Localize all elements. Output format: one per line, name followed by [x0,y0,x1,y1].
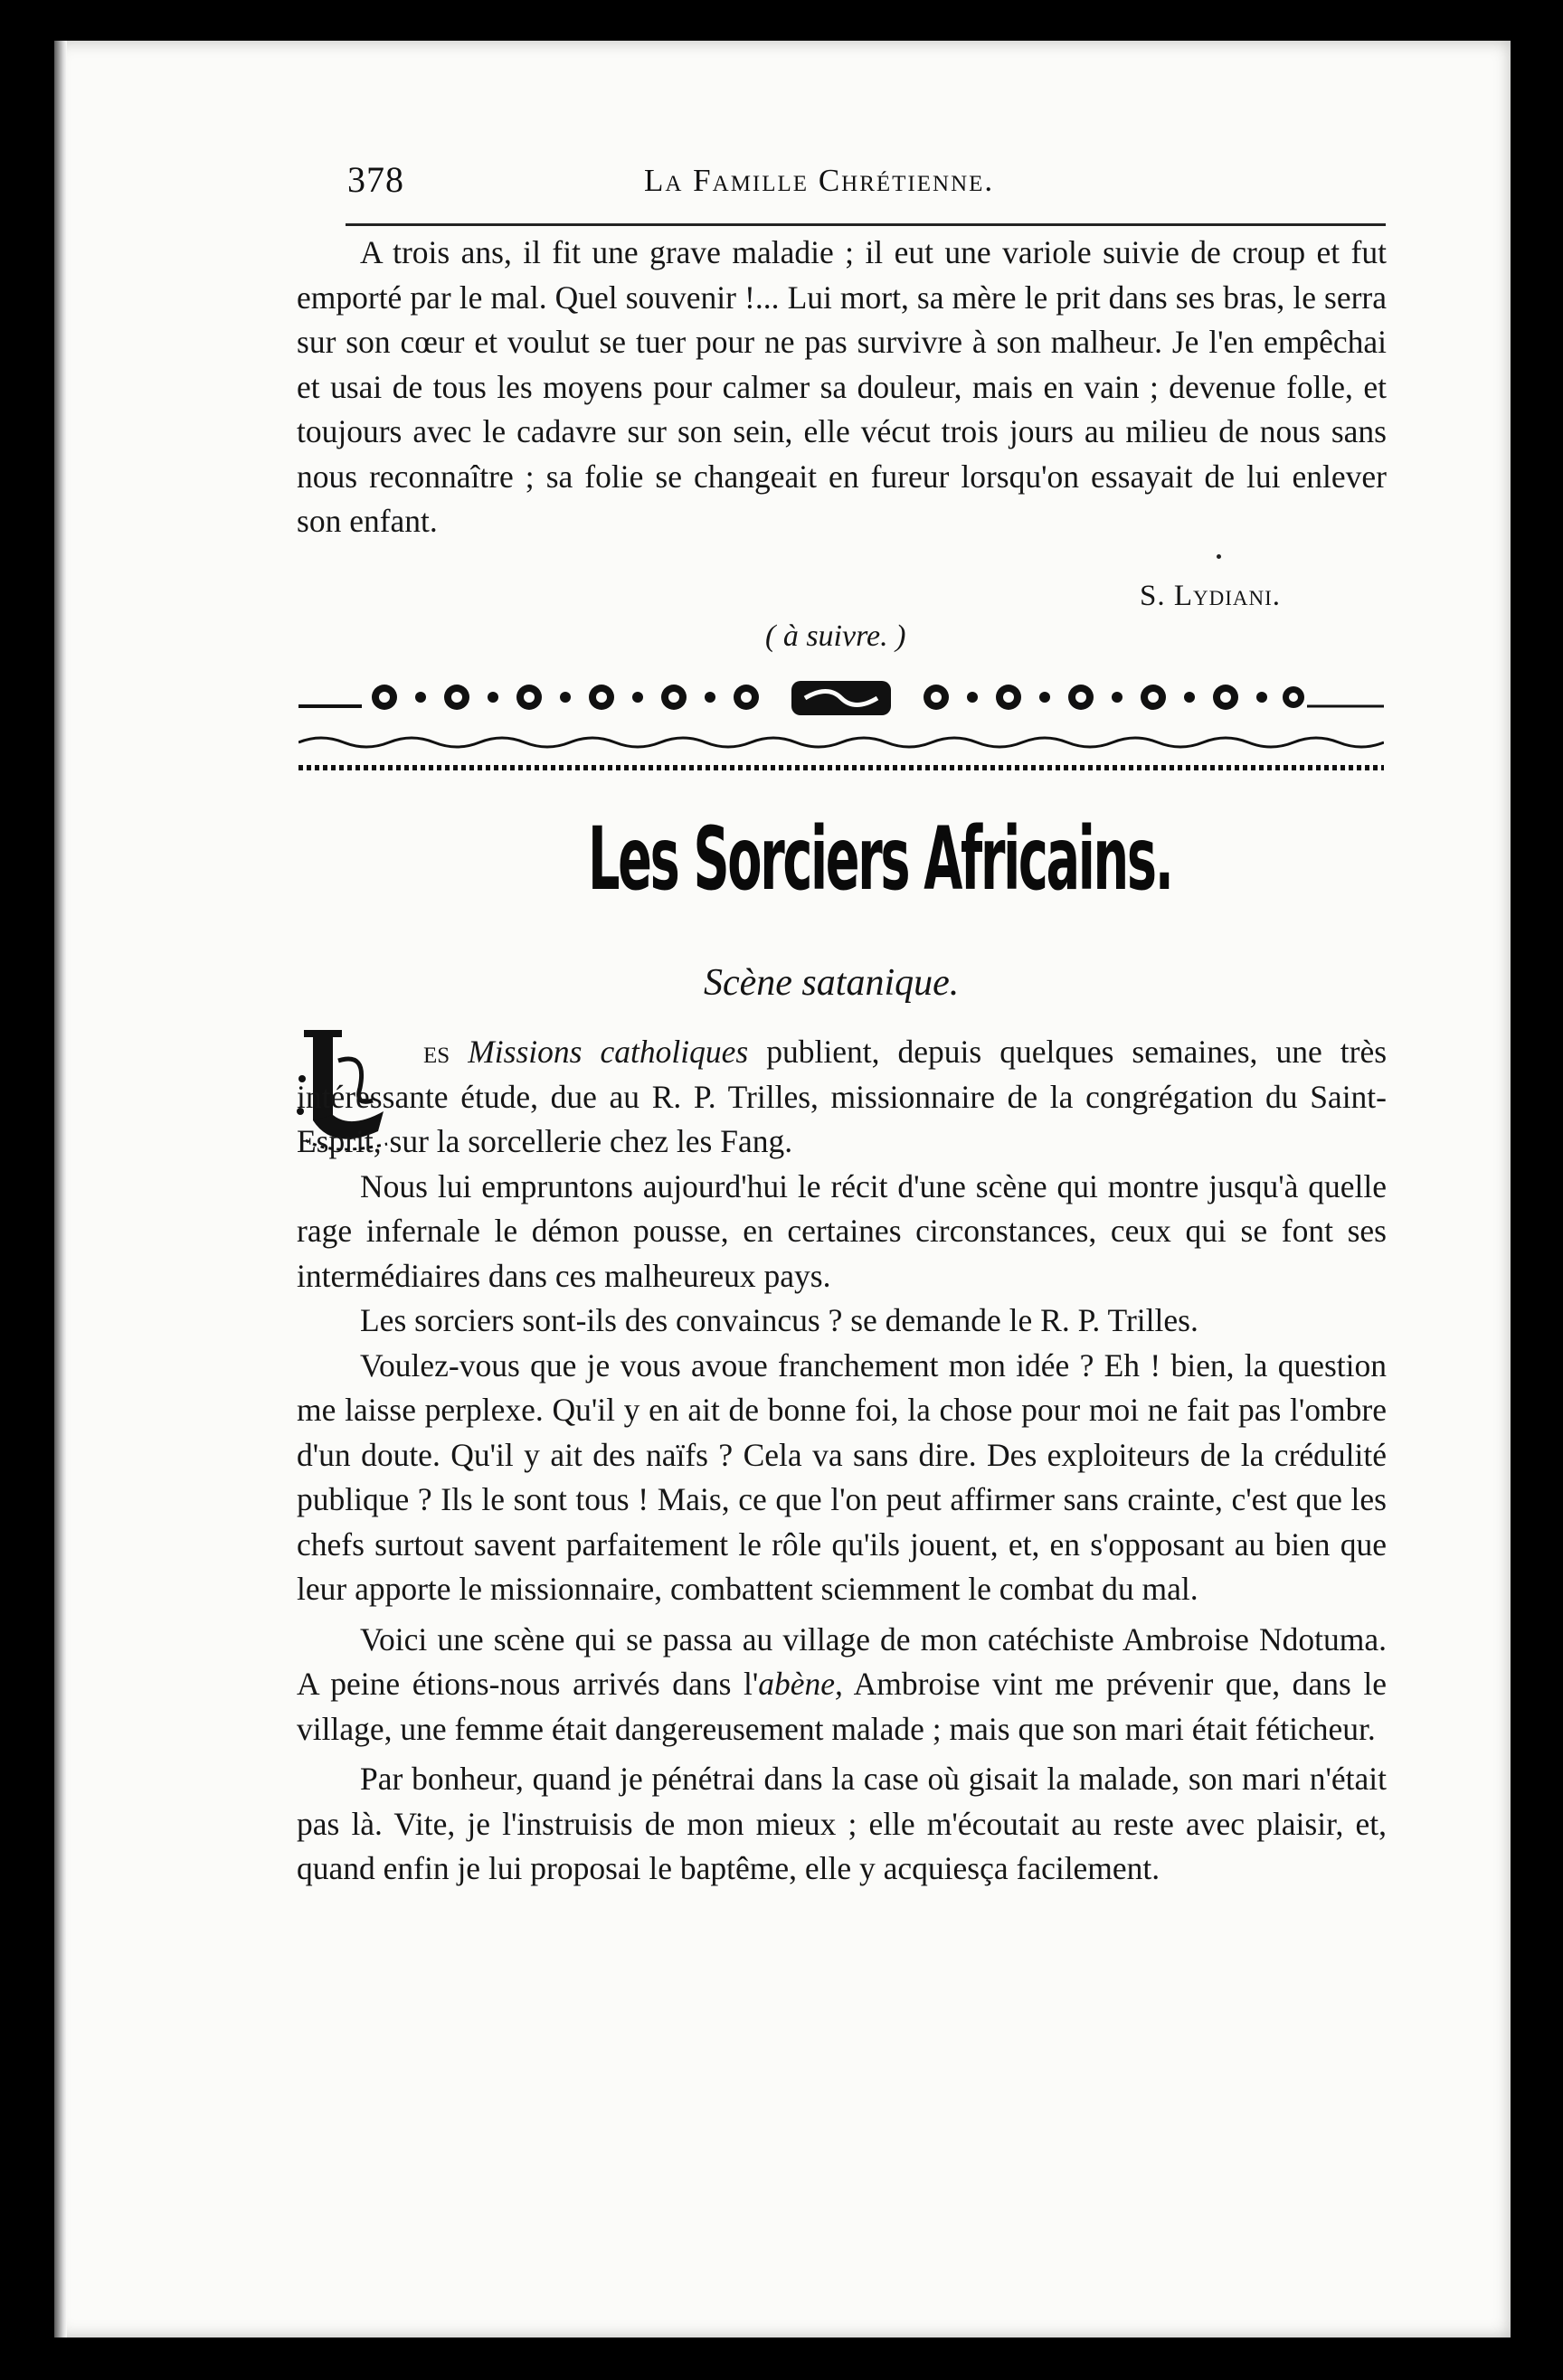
article-paragraph-5-start: Voici une scène qui se passa au village de mon catéchiste Ambroise Ndotuma. A peine étions-nous arrivés dans l' [297,1620,1387,1702]
page-header [291,122,1395,203]
publication-name: Missions catholiques [468,1034,749,1070]
page-binding-shadow [54,41,67,2338]
author-signature: S. Lydiani. [1140,580,1282,612]
drop-cap-continuation: es [423,1034,450,1070]
article-paragraph-5 [297,1618,1387,1752]
article-paragraph-5-end: Ambroise vint me prévenir que, dans le village, une femme était dangereusement malade ; mais que son mari était féticheur. [297,1666,1387,1747]
local-term: abène, [758,1666,843,1702]
ink-speck [1217,554,1221,559]
article-paragraph-3: Les sorciers sont-ils des convaincus ? se demande le R. P. Trilles. [360,1302,1198,1338]
book-page [54,41,1511,2338]
header-rule [346,223,1386,226]
article-subtitle: Scène satanique. [704,962,960,1004]
article-paragraph-1 [297,1030,1387,1165]
article-title: Les Sorciers Africains. [588,808,1172,910]
previous-article-text [297,231,1387,544]
to-be-continued-note: ( à suivre. ) [765,619,906,653]
article-paragraph-1-text: publient, depuis quelques semaines, une très intéressante étude, due au R. P. Trilles, missionnaire de la congrégation du Saint-Esprit, sur la sorcellerie chez les Fang. [297,1034,1388,1159]
article-paragraph-6: Par bonheur, quand je pénétrai dans la case où gisait la malade, son mari n'était pas là. Vite, je l'instruisis de mon mieux ; elle m'écoutait au reste avec plaisir, et, quand enfin je lui proposai le baptême, elle y acquiesça facilement. [297,1761,1387,1886]
article-body [297,1030,1387,1892]
page-number: 378 [347,159,404,200]
running-title: La Famille Chrétienne. [644,163,995,198]
article-paragraph-4: Voulez-vous que je vous avoue franchement mon idée ? Eh ! bien, la question me laisse perplexe. Qu'il y en ait de bonne foi, la chose pour moi ne fait pas l'ombre d'un doute. Qu'il y ait des naïfs ? Cela va sans dire. Des exploiteurs de la crédulité publique ? Ils le sont tous ! Mais, ce que l'on peut affirmer sans crainte, c'est que les chefs surtout savent parfaitement le rôle qu'ils jouent, et, en s'opposant au bien que leur apporte le missionnaire, combattent sciemment le combat du mal. [297,1346,1387,1607]
article-paragraph-2: Nous lui empruntons aujourd'hui le récit d'une scène qui montre jusqu'à quelle rage infernale le démon pousse, en certaines circonstances, ceux qui se font ses intermédiaires dans ces malheureux pays. [297,1167,1387,1294]
decorative-divider [298,670,1384,797]
previous-article-paragraph: A trois ans, il fit une grave maladie ; il eut une variole suivie de croup et fut emporté par le mal. Quel souvenir !... Lui mort, sa mère le prit dans ses bras, le serra sur son cœur et voulut se tuer pour ne pas survivre à son malheur. Je l'en empêchai et usai de tous les moyens pour calmer sa douleur, mais en vain ; devenue folle, et toujours avec le cadavre sur son sein, elle vécut trois jours au milieu de nous sans nous reconnaître ; sa folie se changeait en fureur lorsqu'on essayait de lui enlever son enfant. [297,234,1387,539]
